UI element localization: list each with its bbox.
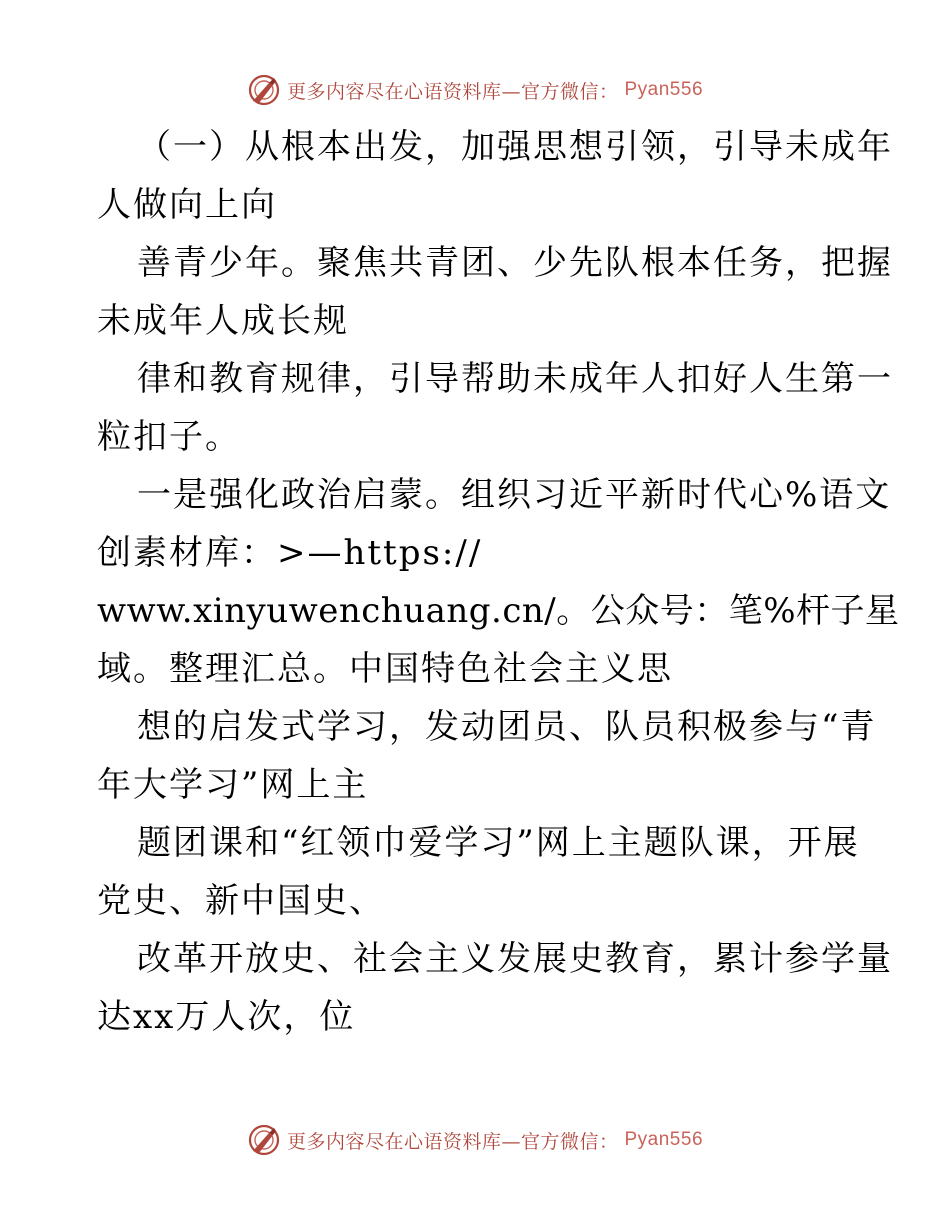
body-line: 未成年人成长规 xyxy=(97,301,349,341)
body-line: 达xx万人次，位 xyxy=(97,997,356,1037)
body-line: 改革开放史、社会主义发展史教育，累计参学量 xyxy=(137,939,893,979)
document-body xyxy=(97,118,900,1046)
watermark-wechat-id: Pyan556 xyxy=(624,1129,704,1150)
watermark-text: 更多内容尽在心语资料库—官方微信： xyxy=(286,80,619,103)
body-line: （一）从根本出发，加强思想引领，引导未成年 xyxy=(137,127,893,167)
body-line: 域。整理汇总。中国特色社会主义思 xyxy=(97,649,673,689)
footer-watermark xyxy=(0,1120,950,1160)
body-line: 律和教育规律，引导帮助未成年人扣好人生第一 xyxy=(137,359,893,399)
body-line: 粒扣子。 xyxy=(97,417,241,457)
body-line: 想的启发式学习，发动团员、队员积极参与“青 xyxy=(137,707,877,747)
watermark-text: 更多内容尽在心语资料库—官方微信： xyxy=(286,1130,619,1153)
body-line: 人做向上向 xyxy=(97,185,277,225)
body-line: www.xinyuwenchuang.cn/。公众号：笔%杆子星 xyxy=(97,591,900,631)
header-watermark xyxy=(0,70,950,110)
pen-logo-icon xyxy=(247,73,281,107)
watermark-wechat-id: Pyan556 xyxy=(624,79,704,100)
body-line: 年大学习”网上主 xyxy=(97,765,369,805)
body-line: 创素材库：>—https:// xyxy=(97,533,483,573)
body-line: 党史、新中国史、 xyxy=(97,881,385,921)
body-line: 题团课和“红领巾爱学习”网上主题队课，开展 xyxy=(137,823,860,863)
body-line: 一是强化政治启蒙。组织习近平新时代心%语文 xyxy=(137,475,892,515)
body-line: 善青少年。聚焦共青团、少先队根本任务，把握 xyxy=(137,243,893,283)
pen-logo-icon xyxy=(247,1123,281,1157)
